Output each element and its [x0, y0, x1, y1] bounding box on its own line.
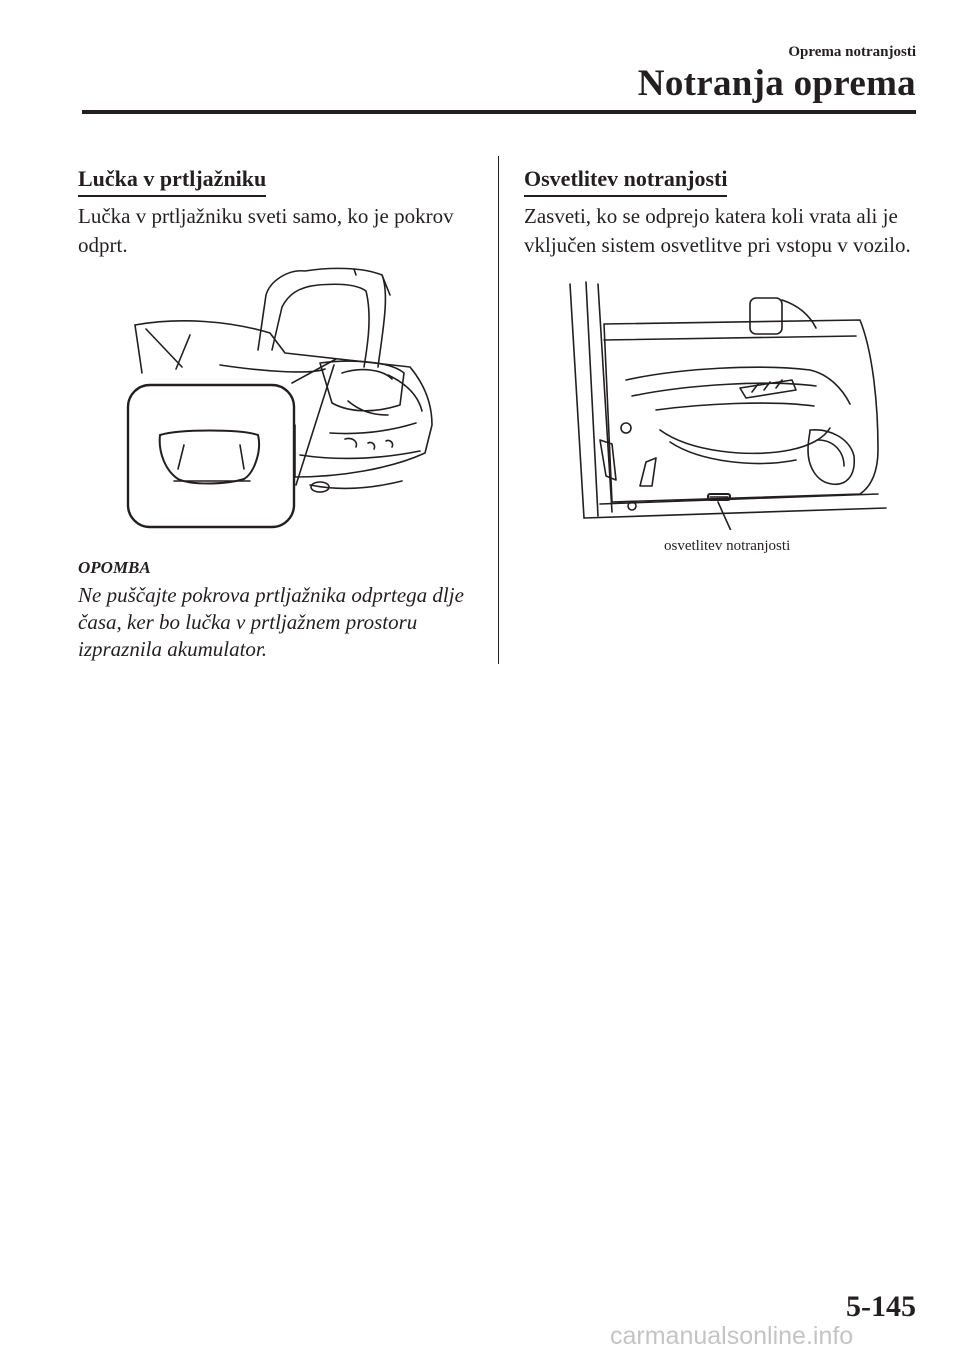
- trunk-light-illustration: [120, 255, 445, 535]
- interior-light-heading: Osvetlitev notranjosti: [524, 166, 727, 197]
- interior-light-callout: osvetlitev notranjosti: [664, 538, 791, 554]
- header-rule: [82, 110, 916, 114]
- interior-light-illustration: [560, 280, 890, 530]
- watermark: carmanualsonline.info: [610, 1322, 854, 1350]
- header-subtitle: Oprema notranjosti: [788, 44, 916, 60]
- note-text: Ne puščajte pokrova prtljažnika odprtega dlje časa, ker bo lučka v prtljažnem prostoru izpraznila akumulator.: [78, 583, 464, 661]
- page-number: 5-145: [846, 1290, 916, 1323]
- header-title: Notranja oprema: [637, 63, 916, 104]
- interior-light-paragraph: Zasveti, ko se odprejo katera koli vrata ali je vključen sistem osvetlitve pri vstopu v vozilo.: [524, 204, 911, 257]
- column-divider: [498, 156, 499, 664]
- trunk-light-heading: Lučka v prtljažniku: [78, 166, 266, 197]
- trunk-light-paragraph: Lučka v prtljažniku sveti samo, ko je pokrov odprt.: [78, 204, 454, 257]
- note-title: OPOMBA: [78, 558, 151, 577]
